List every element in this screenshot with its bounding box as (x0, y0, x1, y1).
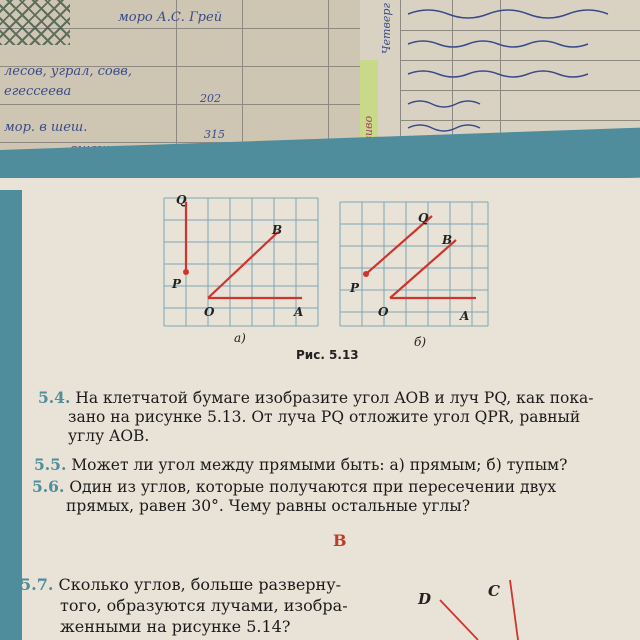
exercise-text: углу AOB. (68, 427, 150, 445)
ray-ob (390, 240, 456, 298)
point-p (183, 269, 189, 275)
exercise-text: Один из углов, которые получаются при пересечении двух (69, 478, 557, 496)
exercise-5-6 (32, 477, 556, 516)
label-o-b: O (378, 305, 389, 319)
label-b-a: B (272, 223, 283, 237)
figure-caption: Рис. 5.13 (296, 348, 359, 362)
ray-c (510, 580, 518, 640)
exercise-5-7 (20, 574, 348, 637)
point-p (363, 271, 369, 277)
notebook-text: егессеева (4, 84, 72, 99)
panel-a-label: а) (234, 331, 246, 345)
exercise-number: 5.7. (20, 575, 54, 594)
ray-d (440, 600, 478, 640)
figure-5-13 (160, 192, 500, 352)
exercise-text: зано на рисунке 5.13. От луча PQ отложите угол QPR, равный (68, 408, 581, 426)
exercise-text: На клетчатой бумаге изобразите угол AOB и луч PQ, как пока- (75, 389, 594, 407)
label-a-b: A (460, 309, 470, 323)
figure-5-14-fragment (410, 560, 610, 640)
exercise-5-4 (38, 388, 594, 446)
label-c: C (488, 582, 500, 600)
notebook-text: Четверг (380, 3, 393, 54)
exercise-text: Может ли угол между прямыми быть: а) прямым; б) тупым? (71, 456, 568, 474)
exercise-text: Сколько углов, больше разверну- (58, 575, 342, 594)
notebook-text: 202 (200, 92, 221, 105)
label-q-b: Q (418, 211, 429, 225)
label-b-b: B (442, 233, 453, 247)
exercise-text: того, образуются лучами, изобра- (60, 596, 348, 615)
exercise-text: прямых, равен 30°. Чему равны остальные углы? (66, 497, 471, 515)
exercise-number: 5.4. (38, 388, 71, 407)
label-p-b: P (350, 281, 360, 295)
exercise-5-5 (34, 455, 567, 475)
exercise-number: 5.5. (34, 455, 67, 474)
hatched-cell (0, 0, 70, 45)
label-d: D (418, 590, 432, 608)
section-heading: В (333, 531, 347, 550)
notebook-text: 315 (204, 128, 225, 141)
page-margin-strip (0, 190, 22, 640)
label-a-a: A (294, 305, 304, 319)
label-o-a: O (204, 305, 215, 319)
panel-b (340, 202, 488, 326)
notebook-text: лесов, уграл, совв, (4, 64, 133, 79)
notebook-text: мор. в шеш. (4, 120, 88, 135)
exercise-number: 5.6. (32, 477, 65, 496)
notebook-text: моро А.С. Грей (118, 10, 223, 25)
label-q-a: Q (176, 193, 187, 207)
label-p-a: P (172, 277, 182, 291)
panel-b-label: б) (414, 335, 427, 349)
exercise-text: женными на рисунке 5.14? (60, 617, 291, 636)
